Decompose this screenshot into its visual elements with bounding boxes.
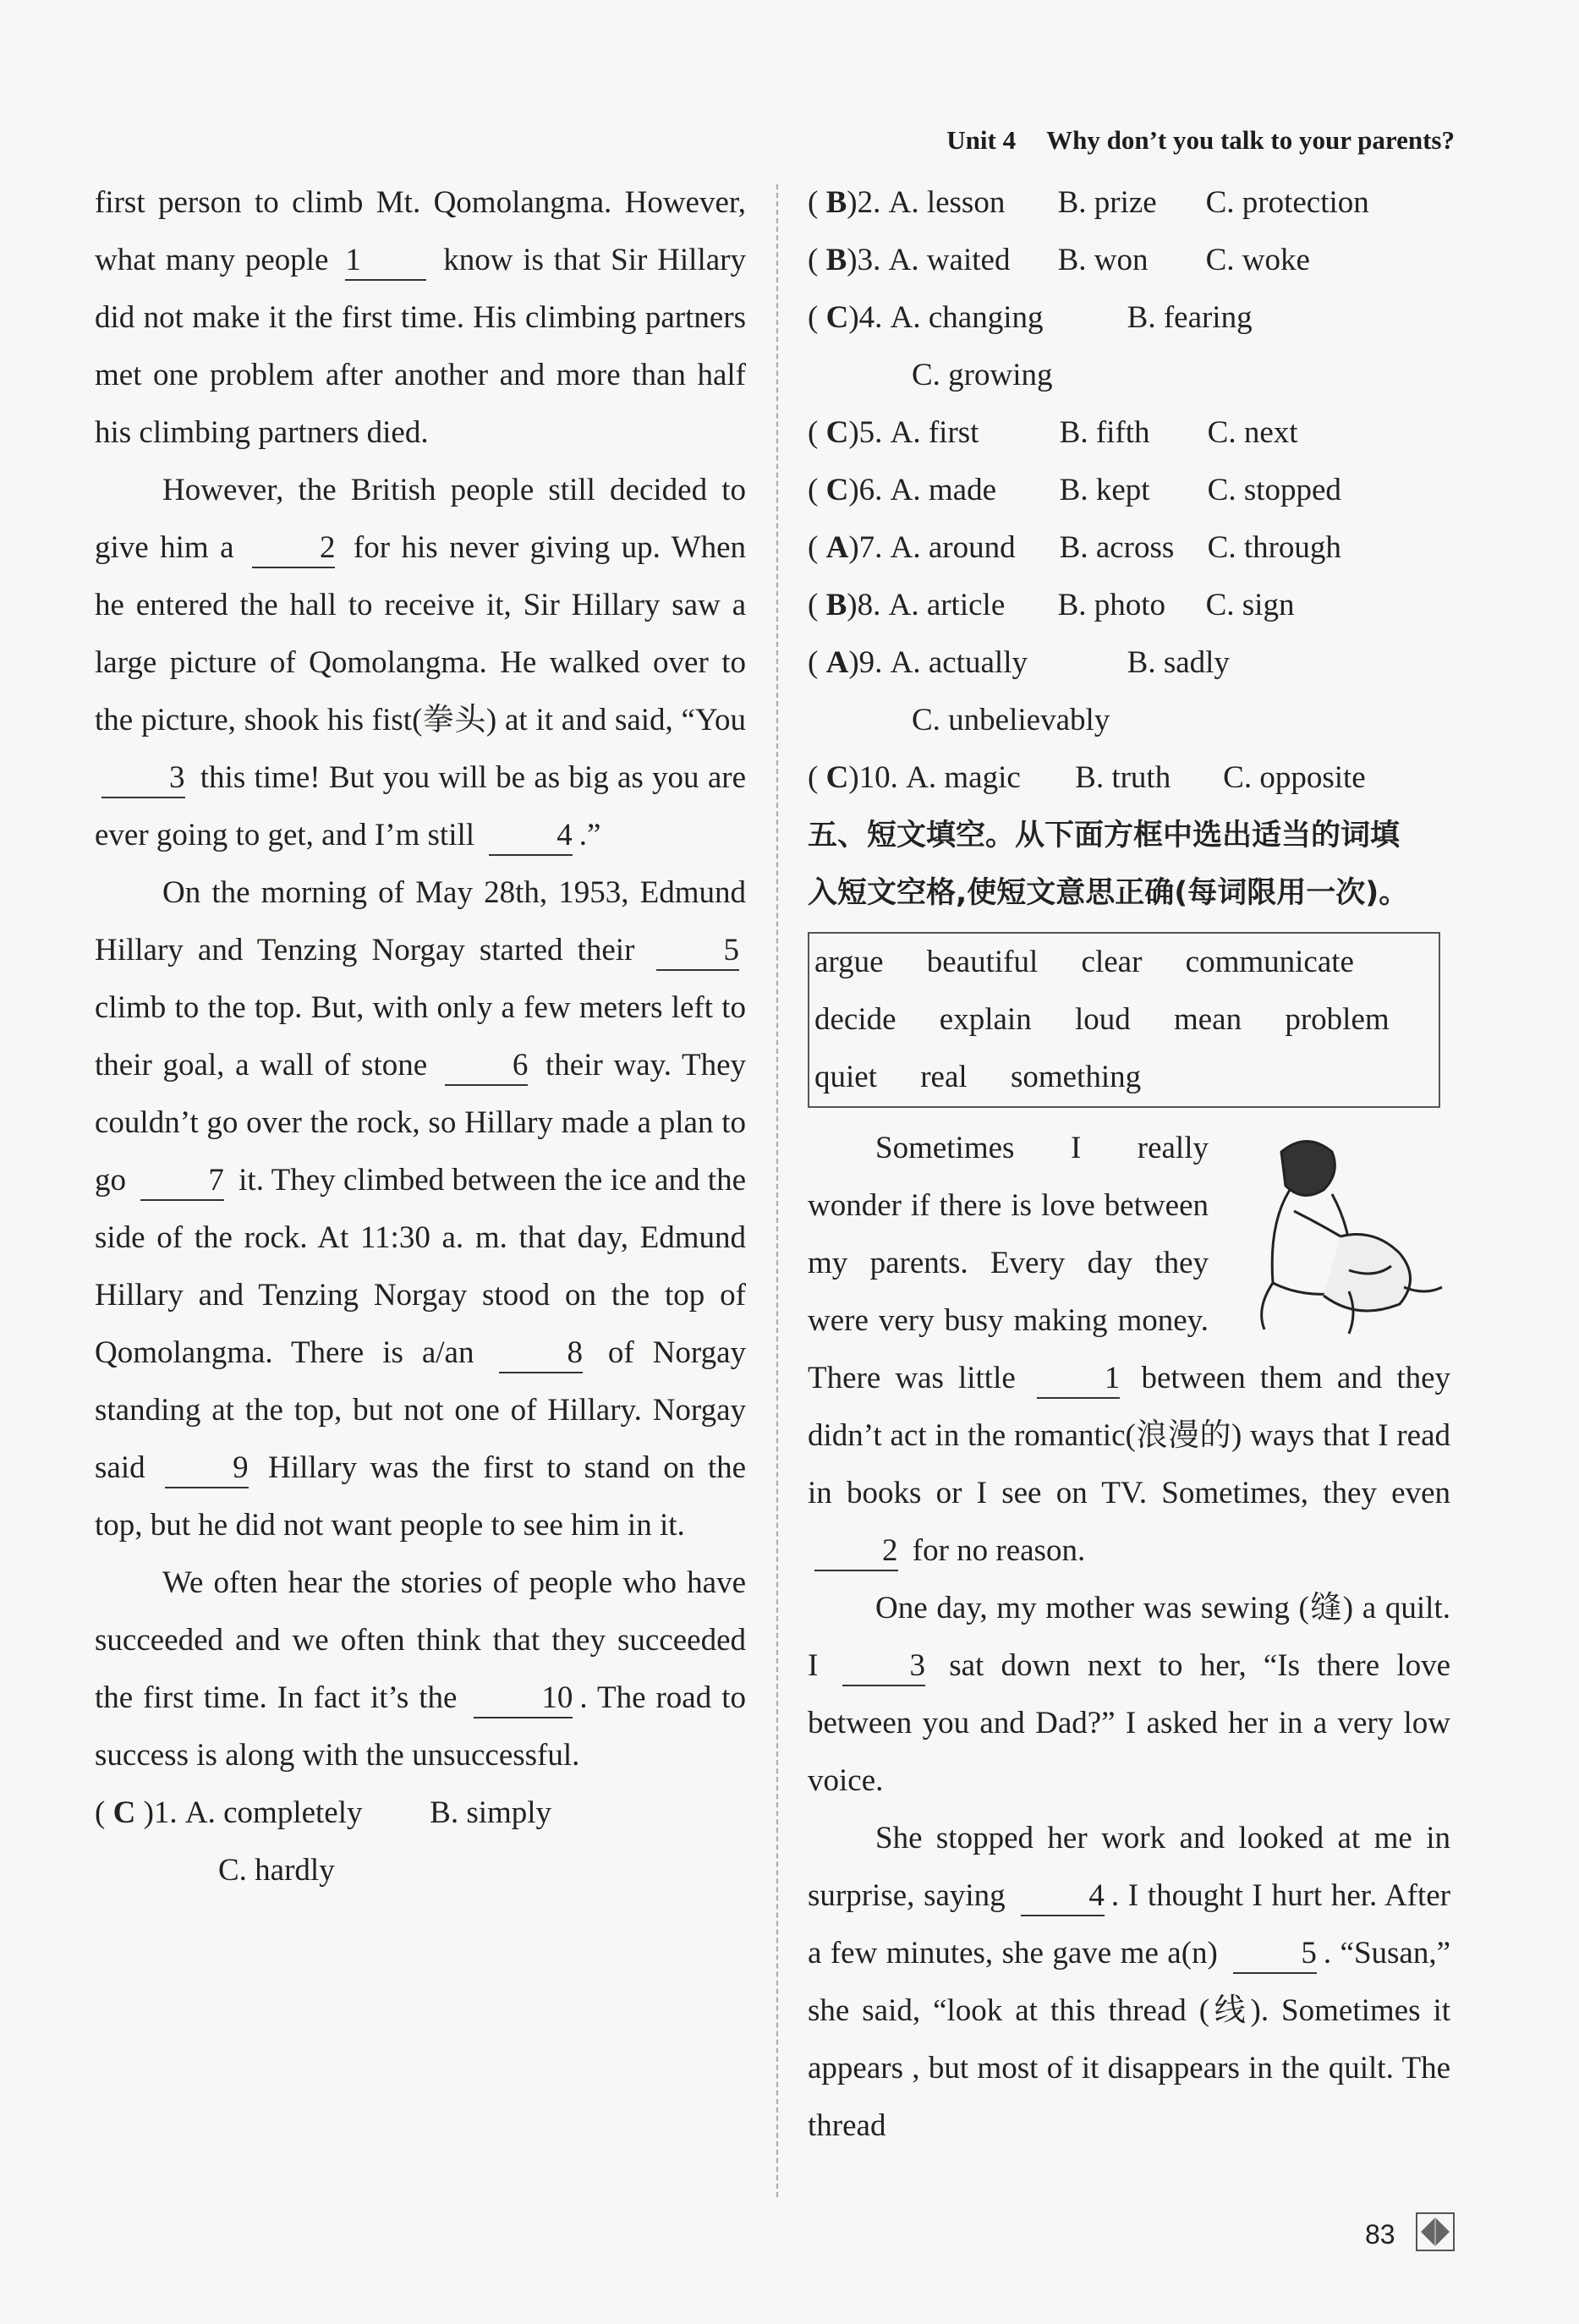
left-column bbox=[95, 174, 746, 1899]
question-1 bbox=[95, 1784, 746, 1842]
word-item: real bbox=[920, 1060, 968, 1094]
answer: B bbox=[825, 243, 847, 277]
word-row bbox=[814, 1049, 1434, 1106]
paren: ( bbox=[808, 588, 826, 622]
passage-paragraph bbox=[808, 1580, 1450, 1810]
blank-4: 4 bbox=[1021, 1877, 1105, 1916]
paren: ( bbox=[808, 530, 826, 565]
column-divider bbox=[776, 184, 778, 2197]
page-number: 83 bbox=[1365, 2219, 1395, 2250]
question-number: )8. bbox=[847, 588, 881, 622]
blank-3: 3 bbox=[101, 759, 185, 798]
passage-text: On the morning of May 28th, 1953, Edmund Hillary and Tenzing Norgay started their bbox=[95, 875, 746, 967]
option-a: A. article bbox=[888, 588, 1006, 622]
passage-paragraph bbox=[808, 1810, 1450, 2155]
option-a: A. around bbox=[890, 530, 1016, 565]
passage-text: We often hear the stories of people who have succeeded and we often think that they succeeded the first time. In fact it’s the bbox=[95, 1565, 746, 1715]
option-b: B. fifth bbox=[1059, 415, 1150, 450]
passage-text: . “Susan,” she said, “look at this thread (线). Sometimes it appears , but most of it disappears in the quilt. The thread bbox=[808, 1936, 1451, 2143]
blank-5: 5 bbox=[656, 932, 740, 971]
question-1-option-c: C. hardly bbox=[218, 1853, 335, 1888]
option-c: C. stopped bbox=[1207, 473, 1341, 507]
passage-paragraph bbox=[95, 462, 746, 864]
paren: ( bbox=[808, 645, 826, 680]
word-item: argue bbox=[814, 945, 884, 979]
passage-text: She stopped her work and looked at me in surprise, saying bbox=[808, 1821, 1450, 1913]
option-a: A. lesson bbox=[888, 185, 1006, 220]
passage-text: . I thought I hurt her. After a few minutes, she gave me a(n) bbox=[808, 1878, 1451, 1970]
question-number: )5. bbox=[848, 415, 883, 450]
option-b: B. truth bbox=[1075, 760, 1171, 795]
word-item: something bbox=[1010, 1060, 1142, 1094]
passage-text: for his never giving up. When he entered the hall to receive it, Sir Hillary saw a large picture of Qomolangma. He walked over to the picture, shook his fist(拳头) at it and said, “You bbox=[95, 530, 747, 737]
question-number: )6. bbox=[848, 473, 883, 507]
paren: ( bbox=[808, 243, 826, 277]
section-title-line-2: 入短文空格,使短文意思正确(每词限用一次)。 bbox=[808, 876, 1409, 910]
blank-4: 4 bbox=[489, 817, 573, 856]
passage-text: Sometimes I really wonder if there is love between my parents. Every day they were very busy making money. There was little bbox=[808, 1131, 1209, 1395]
passage-text: know is that Sir Hillary did not make it the first time. His climbing partners met one problem after another and more than half his climbing partners died. bbox=[95, 243, 746, 450]
paren: ( bbox=[808, 300, 826, 335]
paren: ( bbox=[808, 473, 826, 507]
word-box bbox=[808, 932, 1440, 1108]
passage-text: of Norgay standing at the top, but not one of Hillary. Norgay said bbox=[95, 1335, 746, 1485]
passage-paragraph bbox=[95, 864, 746, 1554]
question-8 bbox=[808, 577, 1450, 634]
passage-text: However, the British people still decided to give him a bbox=[95, 473, 746, 565]
answer: C bbox=[825, 760, 849, 795]
passage-text: .” bbox=[578, 818, 601, 852]
passage-text: climb to the top. But, with only a few meters left to their goal, a wall of stone bbox=[95, 990, 746, 1083]
option-a: A. magic bbox=[906, 760, 1021, 795]
option-c: C. next bbox=[1207, 415, 1298, 450]
unit-title: Why don’t you talk to your parents? bbox=[1046, 125, 1455, 155]
option-b: B. won bbox=[1057, 243, 1149, 277]
paren: ( bbox=[95, 1795, 106, 1830]
option-a: A. completely bbox=[184, 1795, 363, 1830]
paren: ( bbox=[808, 415, 826, 450]
option-b: B. fearing bbox=[1127, 300, 1253, 335]
option-b: B. sadly bbox=[1127, 645, 1230, 680]
running-header bbox=[888, 125, 1455, 156]
question-number: )10. bbox=[848, 760, 898, 795]
passage-text: first person to climb Mt. Qomolangma. However, what many people bbox=[95, 185, 746, 277]
word-item: loud bbox=[1074, 1002, 1131, 1037]
blank-1: 1 bbox=[1037, 1360, 1121, 1399]
option-c: C. protection bbox=[1205, 185, 1369, 220]
blank-8: 8 bbox=[499, 1335, 583, 1373]
question-number: )3. bbox=[847, 243, 881, 277]
option-a: A. waited bbox=[888, 243, 1011, 277]
option-b: B. kept bbox=[1059, 473, 1150, 507]
question-5 bbox=[808, 404, 1450, 462]
blank-10: 10 bbox=[474, 1680, 573, 1718]
answer: B bbox=[825, 185, 847, 220]
blank-3: 3 bbox=[842, 1647, 926, 1686]
unit-label: Unit 4 bbox=[946, 125, 1017, 155]
question-number: )4. bbox=[848, 300, 883, 335]
option-b: B. photo bbox=[1057, 588, 1166, 622]
blank-6: 6 bbox=[445, 1047, 529, 1086]
paren: ( bbox=[808, 185, 826, 220]
passage-text: Hillary was the first to stand on the top, but he did not want people to see him in it. bbox=[95, 1450, 747, 1543]
answer-1: C bbox=[112, 1795, 136, 1830]
right-column bbox=[808, 174, 1450, 2155]
blank-2: 2 bbox=[252, 529, 336, 568]
blank-7: 7 bbox=[140, 1162, 224, 1201]
passage-paragraph bbox=[95, 1554, 746, 1784]
option-c: C. growing bbox=[912, 358, 1053, 392]
word-item: beautiful bbox=[926, 945, 1039, 979]
mother-sewing-illustration bbox=[1222, 1126, 1450, 1338]
answer: B bbox=[825, 588, 847, 622]
option-c: C. unbelievably bbox=[912, 703, 1110, 737]
question-list bbox=[808, 174, 1450, 807]
answer: A bbox=[825, 530, 849, 565]
question-4 bbox=[808, 289, 1450, 347]
question-10 bbox=[808, 749, 1450, 807]
question-6 bbox=[808, 462, 1450, 519]
passage-text: for no reason. bbox=[912, 1533, 1086, 1568]
word-item: communicate bbox=[1185, 945, 1354, 979]
question-7 bbox=[808, 519, 1450, 577]
option-a: A. made bbox=[890, 473, 996, 507]
blank-1: 1 bbox=[345, 242, 426, 281]
word-row bbox=[814, 991, 1434, 1049]
word-item: clear bbox=[1081, 945, 1143, 979]
answer: C bbox=[825, 300, 849, 335]
question-number: )7. bbox=[848, 530, 883, 565]
answer: C bbox=[825, 415, 849, 450]
section-title: 五、短文填空。从下面方框中选出适当的词填 bbox=[808, 819, 1401, 852]
word-item: explain bbox=[939, 1002, 1032, 1037]
diamond-icon bbox=[1414, 2211, 1456, 2253]
word-item: quiet bbox=[814, 1060, 877, 1094]
option-a: A. changing bbox=[890, 300, 1044, 335]
word-item: decide bbox=[814, 1002, 896, 1037]
option-c: C. through bbox=[1207, 530, 1341, 565]
option-c: C. sign bbox=[1205, 588, 1295, 622]
passage-text: between them and they didn’t act in the romantic(浪漫的) ways that I read in books or I see on TV. Sometimes, they even bbox=[808, 1361, 1451, 1510]
option-b: B. simply bbox=[430, 1795, 552, 1830]
option-a: A. first bbox=[890, 415, 979, 450]
question-3 bbox=[808, 232, 1450, 289]
passage-text: One day, my mother was sewing (缝) a quilt. I bbox=[808, 1591, 1450, 1683]
option-b: B. across bbox=[1059, 530, 1175, 565]
passage-text: this time! But you will be as big as you are ever going to get, and I’m still bbox=[95, 760, 746, 852]
option-b: B. prize bbox=[1057, 185, 1157, 220]
question-9 bbox=[808, 634, 1450, 692]
blank-2: 2 bbox=[814, 1532, 898, 1571]
option-a: A. actually bbox=[890, 645, 1028, 680]
question-number: )9. bbox=[848, 645, 883, 680]
question-2 bbox=[808, 174, 1450, 232]
word-row bbox=[814, 934, 1434, 991]
passage-text: their way. They couldn’t go over the rock, so Hillary made a plan to go bbox=[95, 1048, 746, 1198]
option-c: C. opposite bbox=[1223, 760, 1366, 795]
question-number: )2. bbox=[847, 185, 881, 220]
answer: C bbox=[825, 473, 849, 507]
passage-text: it. They climbed between the ice and the side of the rock. At 11:30 a. m. that day, Edmund Hillary and Tenzing Norgay stood on the top of Qomolangma. There is a/an bbox=[95, 1163, 746, 1370]
answer: A bbox=[825, 645, 849, 680]
blank-5: 5 bbox=[1233, 1935, 1317, 1974]
option-c: C. woke bbox=[1205, 243, 1310, 277]
question-number: )1. bbox=[143, 1795, 178, 1830]
paren: ( bbox=[808, 760, 826, 795]
blank-9: 9 bbox=[165, 1450, 249, 1488]
passage-text: sat down next to her, “Is there love between you and Dad?” I asked her in a very low voice. bbox=[808, 1648, 1451, 1798]
passage-paragraph bbox=[95, 174, 746, 462]
passage-text: . The road to success is along with the unsuccessful. bbox=[95, 1680, 746, 1773]
word-item: problem bbox=[1285, 1002, 1390, 1037]
word-item: mean bbox=[1173, 1002, 1242, 1037]
